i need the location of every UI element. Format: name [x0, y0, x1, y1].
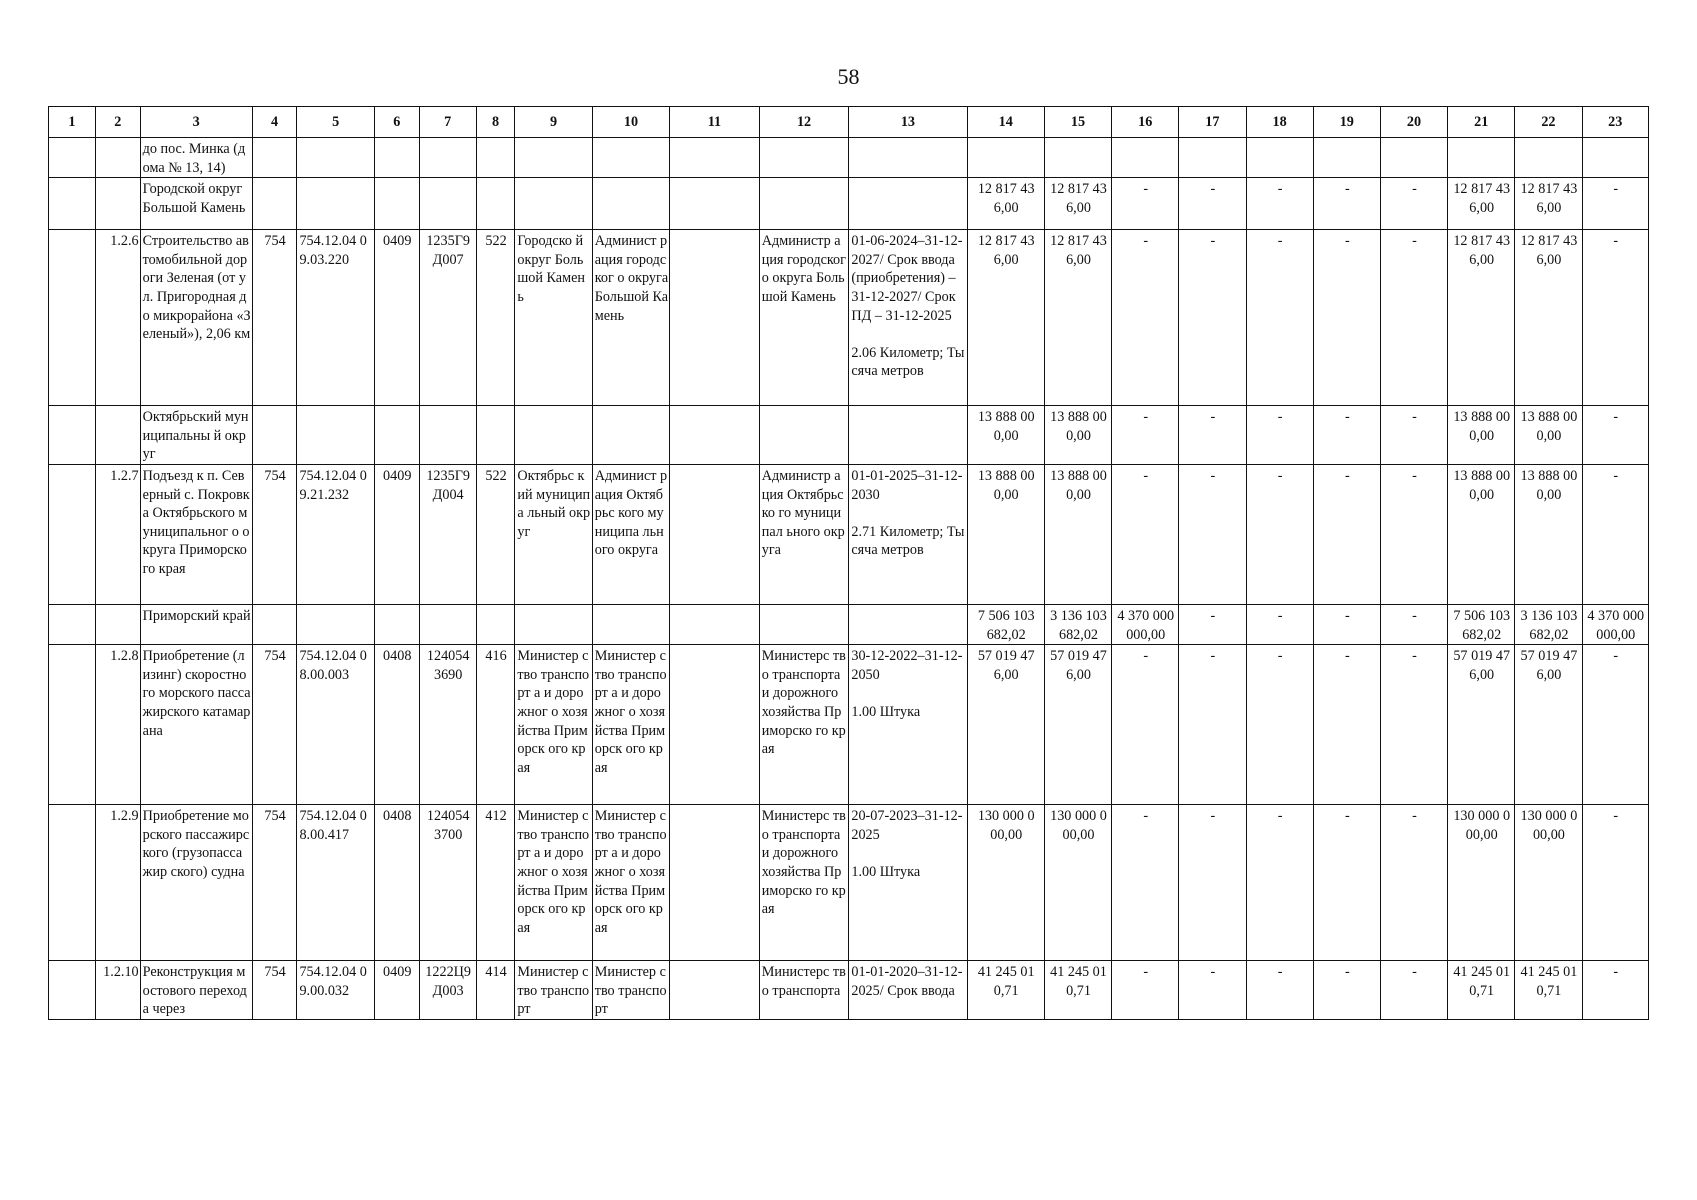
table-cell-col-20: -: [1380, 230, 1447, 406]
table-cell-col-16: -: [1112, 230, 1179, 406]
table-cell-col-3: Реконструкция мостового перехода через: [140, 961, 252, 1020]
table-cell-col-18: -: [1246, 406, 1313, 465]
table-cell-col-22: 57 019 47 6,00: [1515, 645, 1582, 805]
table-cell-col-4: 754: [252, 961, 297, 1020]
table-cell-col-17: -: [1179, 645, 1246, 805]
table-cell-col-4: 754: [252, 645, 297, 805]
table-cell-col-8: 522: [476, 464, 515, 604]
table-cell-col-13: [849, 604, 967, 644]
table-cell-col-14: 13 888 00 0,00: [967, 406, 1044, 465]
table-cell-col-2: 1.2.7: [95, 464, 140, 604]
table-cell-col-14: 12 817 43 6,00: [967, 230, 1044, 406]
column-header-23: 23: [1582, 107, 1648, 138]
table-cell-col-22: [1515, 138, 1582, 178]
table-cell-col-9: Министер ство транспорт а и дорожног о хозяйства Приморск ого края: [515, 805, 592, 961]
table-cell-col-19: -: [1313, 645, 1380, 805]
table-cell-col-20: -: [1380, 961, 1447, 1020]
table-cell-col-7: [419, 406, 476, 465]
table-cell-col-8: [476, 178, 515, 230]
table-cell-col-23: -: [1582, 464, 1648, 604]
table-cell-col-22: 12 817 43 6,00: [1515, 230, 1582, 406]
table-cell-col-15: 12 817 43 6,00: [1044, 178, 1111, 230]
table-cell-col-5: [297, 604, 374, 644]
table-cell-col-21: 13 888 00 0,00: [1448, 406, 1515, 465]
table-cell-col-8: 414: [476, 961, 515, 1020]
table-cell-col-14: 130 000 0 00,00: [967, 805, 1044, 961]
table-cell-col-3: Приморский край: [140, 604, 252, 644]
header-row: [49, 107, 1649, 138]
column-header-7: 7: [419, 107, 476, 138]
table-cell-col-13: 30-12-2022–31-12-2050 1.00 Штука: [849, 645, 967, 805]
table-cell-col-18: [1246, 138, 1313, 178]
table-cell-col-19: -: [1313, 604, 1380, 644]
table-cell-col-11: [670, 178, 760, 230]
column-header-5: 5: [297, 107, 374, 138]
table-cell-col-21: 13 888 00 0,00: [1448, 464, 1515, 604]
column-header-10: 10: [592, 107, 669, 138]
table-cell-col-9: [515, 138, 592, 178]
table-cell-col-11: [670, 138, 760, 178]
table-cell-col-23: [1582, 138, 1648, 178]
table-cell-col-16: -: [1112, 464, 1179, 604]
column-header-11: 11: [670, 107, 760, 138]
table-cell-col-6: 0409: [374, 230, 419, 406]
table-cell-col-20: -: [1380, 805, 1447, 961]
table-cell-col-15: 12 817 43 6,00: [1044, 230, 1111, 406]
column-header-4: 4: [252, 107, 297, 138]
column-header-2: 2: [95, 107, 140, 138]
table-cell-col-21: 57 019 47 6,00: [1448, 645, 1515, 805]
table-cell-col-10: [592, 178, 669, 230]
table-row: [49, 805, 1649, 961]
table-cell-col-17: -: [1179, 961, 1246, 1020]
table-cell-col-6: 0409: [374, 961, 419, 1020]
table-row: [49, 406, 1649, 465]
table-row: [49, 230, 1649, 406]
table-cell-col-7: [419, 604, 476, 644]
table-cell-col-13: [849, 178, 967, 230]
table-cell-col-3: Октябрьский муниципальны й округ: [140, 406, 252, 465]
table-cell-col-15: 13 888 00 0,00: [1044, 464, 1111, 604]
table-cell-col-21: 12 817 43 6,00: [1448, 230, 1515, 406]
column-header-19: 19: [1313, 107, 1380, 138]
table-cell-col-15: 57 019 47 6,00: [1044, 645, 1111, 805]
table-cell-col-18: -: [1246, 604, 1313, 644]
table-cell-col-4: 754: [252, 230, 297, 406]
table-cell-col-2: 1.2.6: [95, 230, 140, 406]
table-cell-col-13: 01-01-2025–31-12-2030 2.71 Километр; Тысяча метров: [849, 464, 967, 604]
table-cell-col-22: 130 000 0 00,00: [1515, 805, 1582, 961]
table-cell-col-12: Министерс тво транспорта и дорожного хозяйства Приморско го края: [759, 805, 849, 961]
column-header-8: 8: [476, 107, 515, 138]
table-cell-col-22: 13 888 00 0,00: [1515, 464, 1582, 604]
table-cell-col-17: -: [1179, 178, 1246, 230]
table-cell-col-19: -: [1313, 178, 1380, 230]
table-cell-col-21: 130 000 0 00,00: [1448, 805, 1515, 961]
table-cell-col-7: [419, 178, 476, 230]
table-cell-col-23: 4 370 000 000,00: [1582, 604, 1648, 644]
table-cell-col-12: [759, 406, 849, 465]
table-cell-col-17: -: [1179, 604, 1246, 644]
table-cell-col-13: 01-01-2020–31-12-2025/ Срок ввода: [849, 961, 967, 1020]
table-cell-col-3: Приобретение морского пассажирского (грузопассажир ского) судна: [140, 805, 252, 961]
table-cell-col-20: -: [1380, 645, 1447, 805]
table-cell-col-18: -: [1246, 805, 1313, 961]
table-cell-col-23: -: [1582, 230, 1648, 406]
table-cell-col-11: [670, 604, 760, 644]
table-cell-col-10: [592, 406, 669, 465]
table-cell-col-6: [374, 406, 419, 465]
table-cell-col-8: 522: [476, 230, 515, 406]
table-cell-col-5: 754.12.04 09.03.220: [297, 230, 374, 406]
table-cell-col-20: -: [1380, 178, 1447, 230]
table-cell-col-2: [95, 138, 140, 178]
table-cell-col-18: -: [1246, 178, 1313, 230]
table-cell-col-5: 754.12.04 08.00.003: [297, 645, 374, 805]
table-cell-col-21: 41 245 01 0,71: [1448, 961, 1515, 1020]
table-cell-col-16: [1112, 138, 1179, 178]
table-cell-col-12: [759, 138, 849, 178]
table-cell-col-1: [49, 464, 96, 604]
table-cell-col-23: -: [1582, 406, 1648, 465]
table-cell-col-17: [1179, 138, 1246, 178]
table-cell-col-14: [967, 138, 1044, 178]
table-cell-col-4: [252, 406, 297, 465]
column-header-20: 20: [1380, 107, 1447, 138]
table-cell-col-17: -: [1179, 230, 1246, 406]
column-header-14: 14: [967, 107, 1044, 138]
table-cell-col-10: [592, 138, 669, 178]
table-cell-col-6: [374, 138, 419, 178]
table-cell-col-18: -: [1246, 645, 1313, 805]
table-cell-col-2: [95, 406, 140, 465]
table-cell-col-14: 57 019 47 6,00: [967, 645, 1044, 805]
table-cell-col-7: 124054 3700: [419, 805, 476, 961]
table-cell-col-13: [849, 138, 967, 178]
table-cell-col-11: [670, 230, 760, 406]
table-cell-col-8: 412: [476, 805, 515, 961]
table-cell-col-4: [252, 138, 297, 178]
table-cell-col-9: Городско й округ Большой Камень: [515, 230, 592, 406]
table-cell-col-23: -: [1582, 805, 1648, 961]
table-cell-col-10: Министер ство транспорт а и дорожног о хозяйства Приморск ого края: [592, 645, 669, 805]
table-row: [49, 961, 1649, 1020]
table-cell-col-2: 1.2.10: [95, 961, 140, 1020]
table-cell-col-23: -: [1582, 178, 1648, 230]
table-cell-col-22: 12 817 43 6,00: [1515, 178, 1582, 230]
table-cell-col-18: -: [1246, 464, 1313, 604]
table-cell-col-2: [95, 178, 140, 230]
table-cell-col-7: 1235Г9 Д004: [419, 464, 476, 604]
table-cell-col-20: -: [1380, 406, 1447, 465]
column-header-18: 18: [1246, 107, 1313, 138]
column-header-16: 16: [1112, 107, 1179, 138]
column-header-15: 15: [1044, 107, 1111, 138]
table-cell-col-21: [1448, 138, 1515, 178]
table-cell-col-1: [49, 961, 96, 1020]
table-cell-col-12: [759, 604, 849, 644]
table-cell-col-9: Октябрьс кий муниципа льный округ: [515, 464, 592, 604]
table-cell-col-5: [297, 138, 374, 178]
table-cell-col-9: Министер ство транспорт а и дорожног о хозяйства Приморск ого края: [515, 645, 592, 805]
table-cell-col-1: [49, 178, 96, 230]
table-cell-col-16: -: [1112, 178, 1179, 230]
table-cell-col-18: -: [1246, 961, 1313, 1020]
table-cell-col-1: [49, 138, 96, 178]
table-cell-col-3: Городской округ Большой Камень: [140, 178, 252, 230]
table-cell-col-6: 0408: [374, 645, 419, 805]
table-cell-col-1: [49, 406, 96, 465]
table-cell-col-4: [252, 604, 297, 644]
table-cell-col-7: 1235Г9 Д007: [419, 230, 476, 406]
table-cell-col-4: 754: [252, 805, 297, 961]
table-cell-col-12: Министерс тво транспорта и дорожного хозяйства Приморско го края: [759, 645, 849, 805]
table-cell-col-17: -: [1179, 406, 1246, 465]
table-cell-col-21: 12 817 43 6,00: [1448, 178, 1515, 230]
page-number: 58: [837, 64, 860, 89]
column-header-3: 3: [140, 107, 252, 138]
table-cell-col-20: -: [1380, 604, 1447, 644]
table-row: [49, 645, 1649, 805]
table-cell-col-16: -: [1112, 406, 1179, 465]
table-cell-col-14: 12 817 43 6,00: [967, 178, 1044, 230]
table-cell-col-1: [49, 645, 96, 805]
table-cell-col-4: 754: [252, 464, 297, 604]
table-cell-col-5: [297, 406, 374, 465]
table-cell-col-12: Администр ация Октябрьско го муниципал ьного округа: [759, 464, 849, 604]
table-cell-col-3: Строительство автомобильной дороги Зеленая (от ул. Пригородная до микрорайона «Зеленый»), 2,06 км: [140, 230, 252, 406]
table-cell-col-14: 7 506 103 682,02: [967, 604, 1044, 644]
table-cell-col-15: 13 888 00 0,00: [1044, 406, 1111, 465]
table-cell-col-8: 416: [476, 645, 515, 805]
table-cell-col-16: -: [1112, 805, 1179, 961]
table-cell-col-18: -: [1246, 230, 1313, 406]
table-cell-col-16: -: [1112, 961, 1179, 1020]
column-header-6: 6: [374, 107, 419, 138]
table-cell-col-5: 754.12.04 08.00.417: [297, 805, 374, 961]
table-cell-col-22: 3 136 103 682,02: [1515, 604, 1582, 644]
table-cell-col-5: 754.12.04 09.00.032: [297, 961, 374, 1020]
table-cell-col-20: -: [1380, 464, 1447, 604]
table-cell-col-15: 41 245 01 0,71: [1044, 961, 1111, 1020]
table-cell-col-10: Админист рация городског о округа Большой Камень: [592, 230, 669, 406]
table-cell-col-16: 4 370 000 000,00: [1112, 604, 1179, 644]
table-cell-col-22: 41 245 01 0,71: [1515, 961, 1582, 1020]
table-cell-col-3: до пос. Минка (дома № 13, 14): [140, 138, 252, 178]
table-cell-col-9: [515, 406, 592, 465]
budget-table: [48, 106, 1649, 1020]
table-cell-col-15: [1044, 138, 1111, 178]
table-cell-col-19: -: [1313, 230, 1380, 406]
table-cell-col-1: [49, 230, 96, 406]
table-cell-col-10: Админист рация Октябрьс кого муниципа льного округа: [592, 464, 669, 604]
table-cell-col-2: 1.2.9: [95, 805, 140, 961]
table-cell-col-10: Министер ство транспорт: [592, 961, 669, 1020]
table-cell-col-7: 1222Ц9 Д003: [419, 961, 476, 1020]
table-cell-col-14: 13 888 00 0,00: [967, 464, 1044, 604]
table-cell-col-21: 7 506 103 682,02: [1448, 604, 1515, 644]
column-header-22: 22: [1515, 107, 1582, 138]
table-cell-col-10: [592, 604, 669, 644]
table-cell-col-17: -: [1179, 464, 1246, 604]
table-cell-col-19: -: [1313, 961, 1380, 1020]
table-cell-col-3: Подъезд к п. Северный с. Покровка Октябрьского муниципальног о округа Приморского края: [140, 464, 252, 604]
table-cell-col-8: [476, 406, 515, 465]
table-cell-col-19: -: [1313, 464, 1380, 604]
table-cell-col-19: -: [1313, 805, 1380, 961]
table-cell-col-13: 01-06-2024–31-12-2027/ Срок ввода (приобретения) – 31-12-2027/ Срок ПД – 31-12-2025 2.06 Километр; Тысяча метров: [849, 230, 967, 406]
table-cell-col-7: 124054 3690: [419, 645, 476, 805]
table-cell-col-3: Приобретение (лизинг) скоростного морского пассажирского катамарана: [140, 645, 252, 805]
table-cell-col-5: [297, 178, 374, 230]
table-cell-col-23: -: [1582, 645, 1648, 805]
table-cell-col-15: 130 000 0 00,00: [1044, 805, 1111, 961]
table-cell-col-9: [515, 604, 592, 644]
table-cell-col-16: -: [1112, 645, 1179, 805]
table-cell-col-19: -: [1313, 406, 1380, 465]
table-cell-col-20: [1380, 138, 1447, 178]
column-header-12: 12: [759, 107, 849, 138]
table-cell-col-19: [1313, 138, 1380, 178]
table-cell-col-10: Министер ство транспорт а и дорожног о хозяйства Приморск ого края: [592, 805, 669, 961]
table-cell-col-17: -: [1179, 805, 1246, 961]
column-header-1: 1: [49, 107, 96, 138]
table-cell-col-5: 754.12.04 09.21.232: [297, 464, 374, 604]
column-header-17: 17: [1179, 107, 1246, 138]
table-cell-col-22: 13 888 00 0,00: [1515, 406, 1582, 465]
table-cell-col-4: [252, 178, 297, 230]
table-cell-col-11: [670, 805, 760, 961]
table-cell-col-6: [374, 604, 419, 644]
table-cell-col-14: 41 245 01 0,71: [967, 961, 1044, 1020]
table-cell-col-9: Министер ство транспорт: [515, 961, 592, 1020]
table-cell-col-11: [670, 961, 760, 1020]
column-header-21: 21: [1448, 107, 1515, 138]
table-cell-col-7: [419, 138, 476, 178]
table-cell-col-23: -: [1582, 961, 1648, 1020]
table-cell-col-13: 20-07-2023–31-12-2025 1.00 Штука: [849, 805, 967, 961]
table-cell-col-6: 0408: [374, 805, 419, 961]
table-cell-col-8: [476, 604, 515, 644]
table-cell-col-2: [95, 604, 140, 644]
column-header-13: 13: [849, 107, 967, 138]
table-cell-col-12: Администр ация городского округа Большой Камень: [759, 230, 849, 406]
column-header-9: 9: [515, 107, 592, 138]
table-cell-col-6: 0409: [374, 464, 419, 604]
table-cell-col-13: [849, 406, 967, 465]
table-cell-col-12: [759, 178, 849, 230]
table-cell-col-11: [670, 645, 760, 805]
table-cell-col-9: [515, 178, 592, 230]
table-row: [49, 178, 1649, 230]
table-cell-col-1: [49, 604, 96, 644]
table-cell-col-11: [670, 406, 760, 465]
table-cell-col-6: [374, 178, 419, 230]
table-cell-col-8: [476, 138, 515, 178]
table-row: [49, 464, 1649, 604]
table-cell-col-11: [670, 464, 760, 604]
table-row: [49, 138, 1649, 178]
table-cell-col-15: 3 136 103 682,02: [1044, 604, 1111, 644]
table-cell-col-2: 1.2.8: [95, 645, 140, 805]
table-row: [49, 604, 1649, 644]
table-cell-col-12: Министерс тво транспорта: [759, 961, 849, 1020]
table-cell-col-1: [49, 805, 96, 961]
